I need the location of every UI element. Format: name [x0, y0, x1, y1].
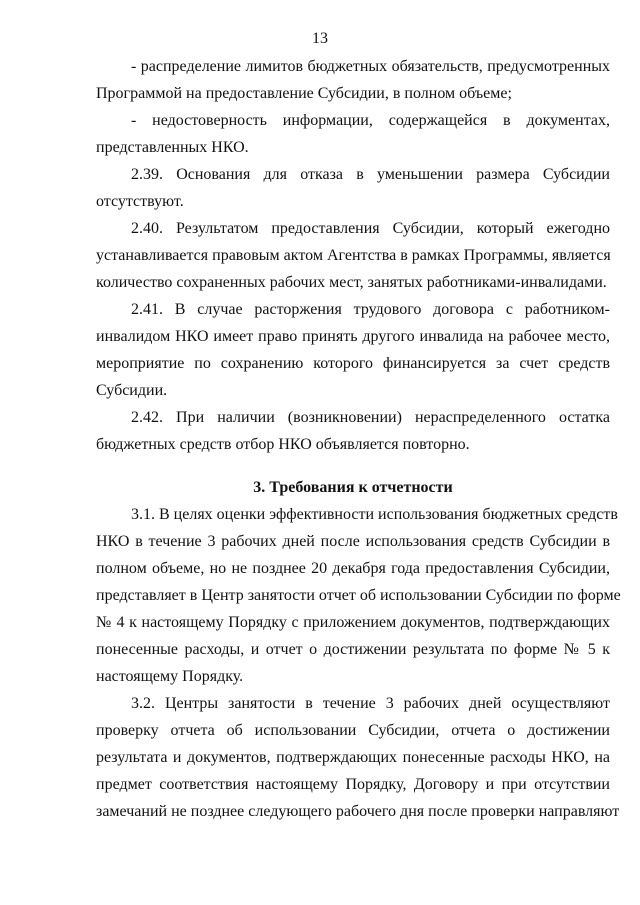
text-line: результата и документов, подтверждающих понесенные расходы НКО, на: [96, 749, 610, 766]
text-line: Субсидии.: [96, 382, 168, 399]
text-line: полном объеме, но не позднее 20 декабря года предоставления Субсидии,: [96, 560, 610, 577]
text-line: отсутствуют.: [96, 193, 184, 210]
text-line: устанавливается правовым актом Агентства в рамках Программы, является: [96, 247, 611, 264]
text-line: 2.42. При наличии (возникновении) нераспределенного остатка: [131, 409, 610, 426]
text-line: Программой на предоставление Субсидии, в полном объеме;: [96, 85, 512, 102]
text-line: 2.39. Основания для отказа в уменьшении размера Субсидии: [131, 166, 610, 183]
text-line: понесенные расходы, и отчет о достижении результата по форме № 5 к: [96, 641, 610, 658]
text-line: 2.40. Результатом предоставления Субсидии, который ежегодно: [131, 220, 610, 237]
text-line: мероприятие по сохранению которого финансируется за счет средств: [96, 355, 610, 372]
text-line: - недостоверность информации, содержащейся в документах,: [131, 112, 610, 129]
text-line: 3.2. Центры занятости в течение 3 рабочих дней осуществляют: [131, 695, 610, 712]
text-line: количество сохраненных рабочих мест, занятых работниками-инвалидами.: [96, 274, 607, 291]
page-number: 13: [312, 30, 328, 47]
text-line: - распределение лимитов бюджетных обязательств, предусмотренных: [131, 58, 610, 75]
text-line: 2.41. В случае расторжения трудового договора с работником-: [131, 301, 610, 318]
text-line: представленных НКО.: [96, 139, 249, 156]
text-line: инвалидом НКО имеет право принять другого инвалида на рабочее место,: [96, 328, 610, 345]
section-heading: 3. Требования к отчетности: [253, 479, 453, 496]
text-line: замечаний не позднее следующего рабочего дня после проверки направляют: [96, 803, 620, 820]
text-line: № 4 к настоящему Порядку с приложением документов, подтверждающих: [96, 614, 610, 631]
text-line: бюджетных средств отбор НКО объявляется повторно.: [96, 436, 470, 453]
text-line: НКО в течение 3 рабочих дней после использования средств Субсидии в: [96, 533, 610, 550]
text-line: настоящему Порядку.: [96, 668, 244, 685]
text-line: представляет в Центр занятости отчет об использовании Субсидии по форме: [96, 587, 621, 604]
text-line: 3.1. В целях оценки эффективности использования бюджетных средств: [131, 506, 618, 523]
text-line: предмет соответствия настоящему Порядку, Договору и при отсутствии: [96, 776, 610, 793]
text-line: проверку отчета об использовании Субсидии, отчета о достижении: [96, 722, 610, 739]
